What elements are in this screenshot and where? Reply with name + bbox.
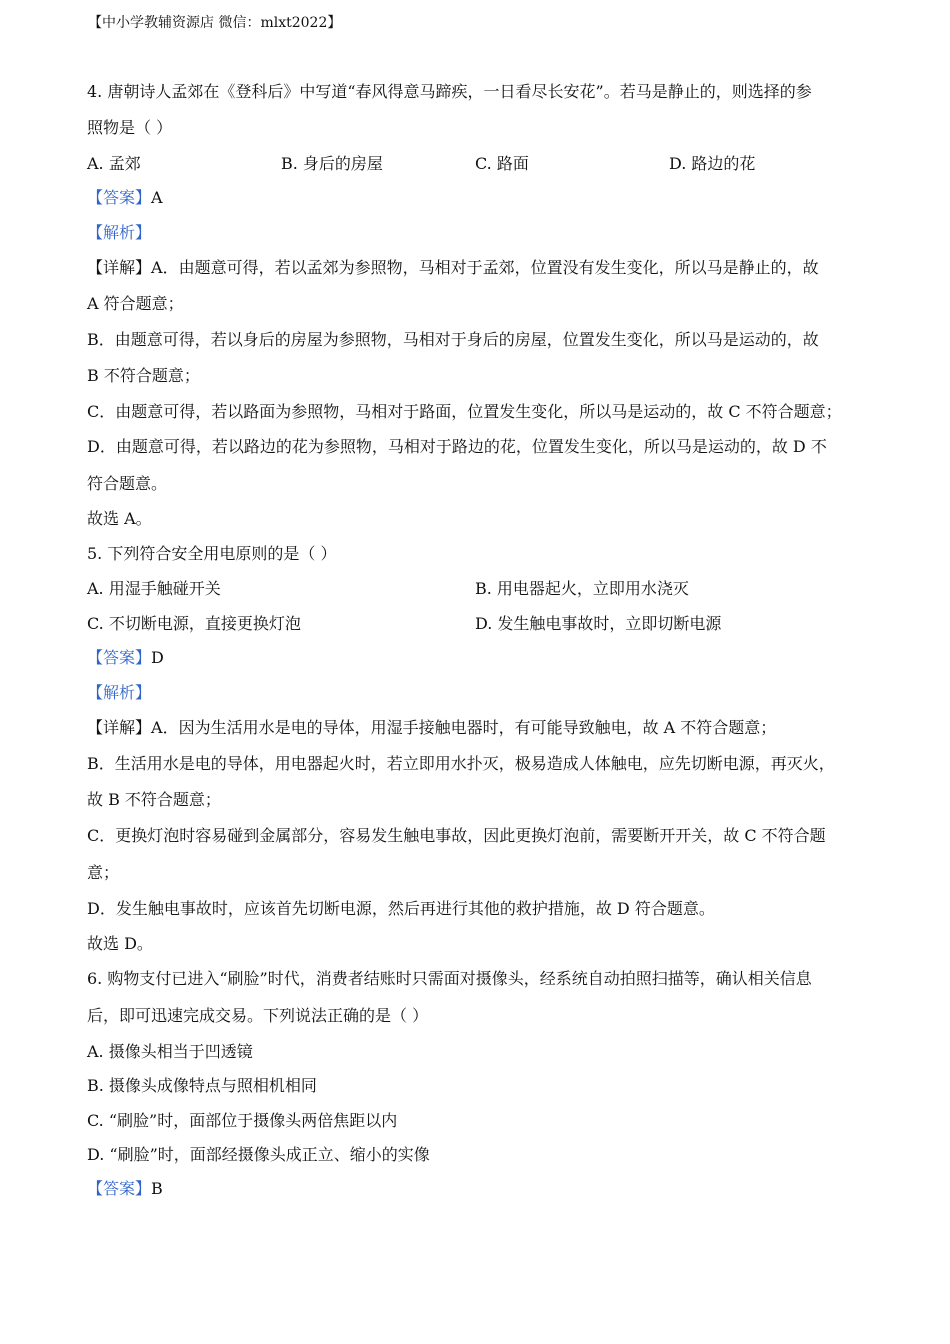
answer-tag: 【答案】 — [87, 648, 152, 667]
answer-value: B — [151, 1179, 163, 1198]
detail-text: 故 B 不符合题意； — [87, 790, 221, 809]
detail-text: 意； — [87, 863, 120, 882]
page-header: 【中小学教辅资源店 微信：mlxt2022】 — [88, 15, 342, 31]
answer-line — [87, 648, 164, 668]
conclusion: 故选 D。 — [87, 934, 153, 953]
detail-text: 符合题意。 — [87, 474, 168, 493]
question-stem-cont: 后，即可迅速完成交易。下列说法正确的是（ ） — [87, 1006, 429, 1025]
detail-tag: 【详解】 — [87, 258, 152, 277]
option-c: C. 不切断电源，直接更换灯泡 — [87, 614, 301, 633]
option-b: B. 摄像头成像特点与照相机相同 — [87, 1076, 317, 1095]
detail-text: B 不符合题意； — [87, 366, 200, 385]
detail-text: B．生活用水是电的导体，用电器起火时，若立即用水扑灭，极易造成人体触电，应先切断电源，再灭火， — [87, 754, 835, 773]
question-stem: 5. 下列符合安全用电原则的是（ ） — [87, 544, 337, 563]
option-b: B. 用电器起火，立即用水浇灭 — [475, 579, 689, 598]
detail-text: C．由题意可得，若以路面为参照物，马相对于路面，位置发生变化，所以马是运动的，故 C 不符合题意； — [87, 402, 842, 421]
option-d: D. 路边的花 — [669, 154, 756, 173]
analysis-tag: 【解析】 — [87, 223, 152, 242]
option-a: A. 摄像头相当于凹透镜 — [87, 1042, 253, 1061]
answer-value: D — [151, 648, 164, 667]
question-stem-cont: 照物是（ ） — [87, 118, 173, 137]
detail-text: C．更换灯泡时容易碰到金属部分，容易发生触电事故，因此更换灯泡前，需要断开开关，故 C 不符合题 — [87, 826, 826, 845]
analysis-tag: 【解析】 — [87, 683, 152, 702]
question-stem: 4. 唐朝诗人孟郊在《登科后》中写道“春风得意马蹄疾，一日看尽长安花”。若马是静止的，则选择的参 — [87, 82, 812, 101]
answer-value: A — [151, 188, 163, 207]
detail-tag: 【详解】 — [87, 718, 152, 737]
detail-text: D．由题意可得，若以路边的花为参照物，马相对于路边的花，位置发生变化，所以马是运动的，故 D 不 — [87, 437, 827, 456]
detail-line — [87, 258, 819, 278]
answer-line — [87, 188, 163, 208]
answer-tag: 【答案】 — [87, 1179, 152, 1198]
answer-line — [87, 1179, 163, 1199]
detail-text: A．由题意可得，若以孟郊为参照物，马相对于孟郊，位置没有发生变化，所以马是静止的，故 — [151, 258, 819, 277]
option-c: C. 路面 — [475, 154, 529, 173]
option-a: A. 用湿手触碰开关 — [87, 579, 221, 598]
option-d: D. 发生触电事故时，立即切断电源 — [475, 614, 722, 633]
detail-text: B．由题意可得，若以身后的房屋为参照物，马相对于身后的房屋，位置发生变化，所以马是运动的，故 — [87, 330, 819, 349]
detail-text: A．因为生活用水是电的导体，用湿手接触电器时，有可能导致触电，故 A 不符合题意； — [151, 718, 777, 737]
detail-text: A 符合题意； — [87, 294, 184, 313]
answer-tag: 【答案】 — [87, 188, 152, 207]
conclusion: 故选 A。 — [87, 509, 152, 528]
option-c: C. “刷脸”时，面部位于摄像头两倍焦距以内 — [87, 1111, 398, 1130]
option-a: A. 孟郊 — [87, 154, 141, 173]
question-stem: 6. 购物支付已进入“刷脸”时代，消费者结账时只需面对摄像头，经系统自动拍照扫描等，确认相关信息 — [87, 969, 812, 988]
detail-text: D．发生触电事故时，应该首先切断电源，然后再进行其他的救护措施，故 D 符合题意。 — [87, 899, 715, 918]
detail-line — [87, 718, 776, 738]
option-b: B. 身后的房屋 — [281, 154, 383, 173]
option-d: D. “刷脸”时，面部经摄像头成正立、缩小的实像 — [87, 1145, 430, 1164]
